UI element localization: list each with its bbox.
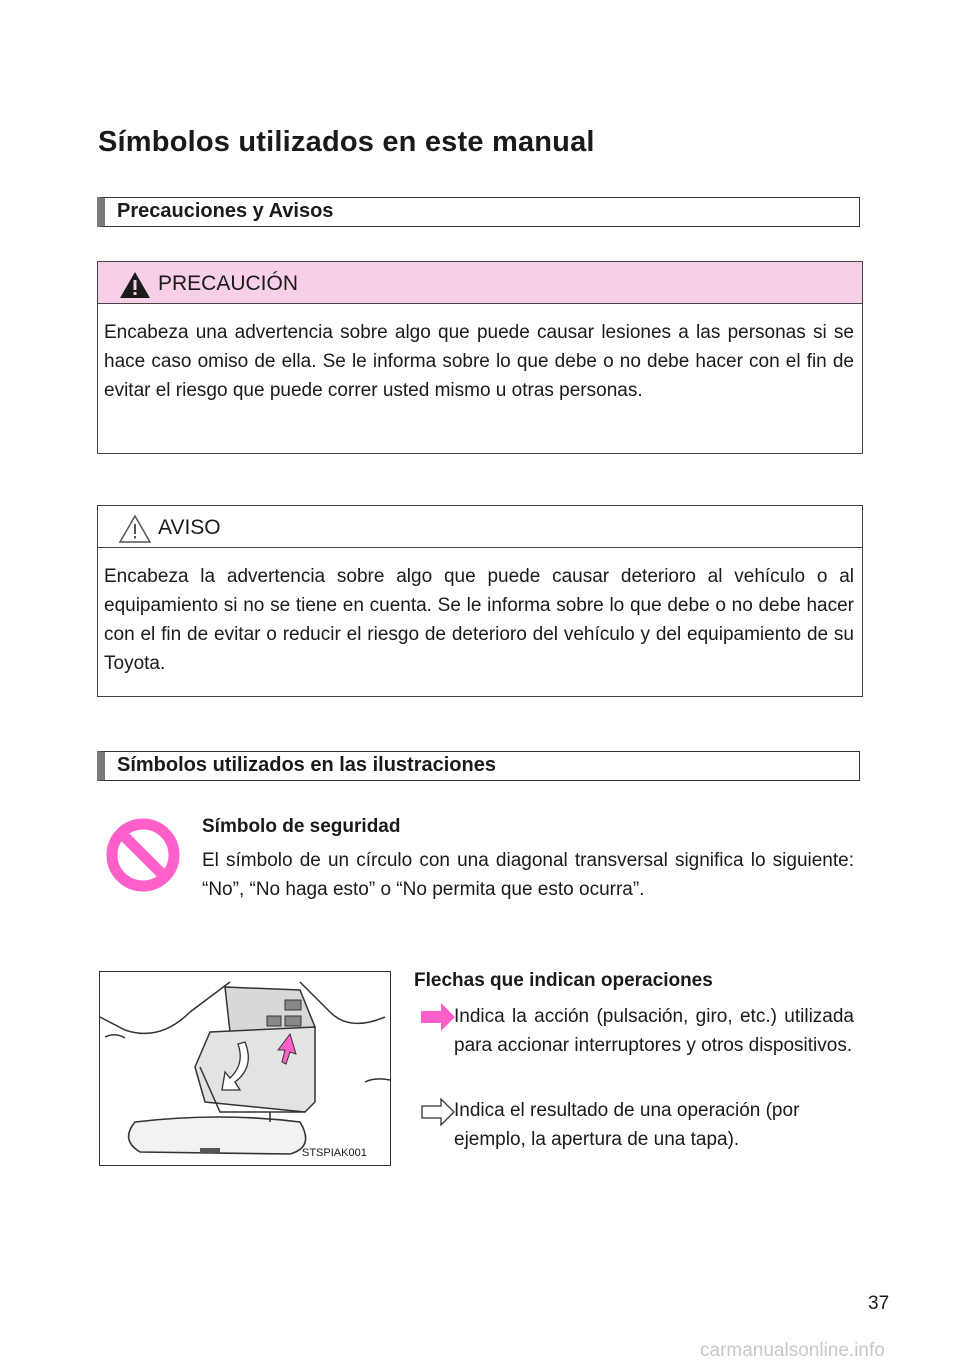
prohibition-icon xyxy=(105,817,181,898)
page-title: Símbolos utilizados en este manual xyxy=(98,126,595,158)
notice-text: Encabeza la advertencia sobre algo que puede causar deterioro al vehículo o al equipamiento si no se tiene en cuenta. Se le informa sobre lo que debe o no debe hacer con el fin de evitar o reducir el riesgo de deterioro del vehículo y del equipamiento de su Toyota. xyxy=(104,566,854,674)
page-number: 37 xyxy=(868,1293,890,1314)
caution-label: PRECAUCIÓN xyxy=(158,272,299,295)
arrows-title: Flechas que indican operaciones xyxy=(414,970,713,991)
notice-header xyxy=(98,506,862,548)
filled-pink-arrow-icon xyxy=(421,1003,455,1036)
result-arrow-text: Indica el resultado de una operación (por ejemplo, la apertura de una tapa). xyxy=(454,1100,800,1150)
outline-arrow-icon xyxy=(421,1098,455,1131)
notice-label: AVISO xyxy=(158,516,221,539)
section-heading-illustrations xyxy=(97,751,860,781)
caution-text: Encabeza una advertencia sobre algo que puede causar lesiones a las personas si se hace caso omiso de ella. Se le informa sobre lo que debe o no debe hacer con el fin de evitar el riesgo que puede correr usted mismo u otras personas. xyxy=(104,322,854,401)
notice-box xyxy=(97,505,863,697)
watermark: carmanualsonline.info xyxy=(700,1340,885,1361)
figure-code: STSPIAK001 xyxy=(302,1147,367,1159)
section-heading-text: Precauciones y Avisos xyxy=(117,200,334,222)
caution-header xyxy=(98,262,862,304)
action-arrow-text xyxy=(454,1002,854,1060)
caution-box xyxy=(97,261,863,454)
section-heading-text: Símbolos utilizados en las ilustraciones xyxy=(117,754,496,776)
warning-triangle-filled-icon xyxy=(118,270,152,305)
section-heading-precautions xyxy=(97,197,860,227)
action-arrow-description: Indica la acción (pulsación, giro, etc.) utilizada para accionar interruptores y otros dispositivos. xyxy=(454,1006,854,1056)
warning-triangle-outline-icon xyxy=(118,514,152,549)
overhead-console-illustration xyxy=(99,971,391,1166)
safety-symbol-text: El símbolo de un círculo con una diagonal transversal significa lo siguiente: “No”, “No haga esto” o “No permita que esto ocurra”. xyxy=(202,850,854,900)
safety-symbol-title: Símbolo de seguridad xyxy=(202,816,401,837)
